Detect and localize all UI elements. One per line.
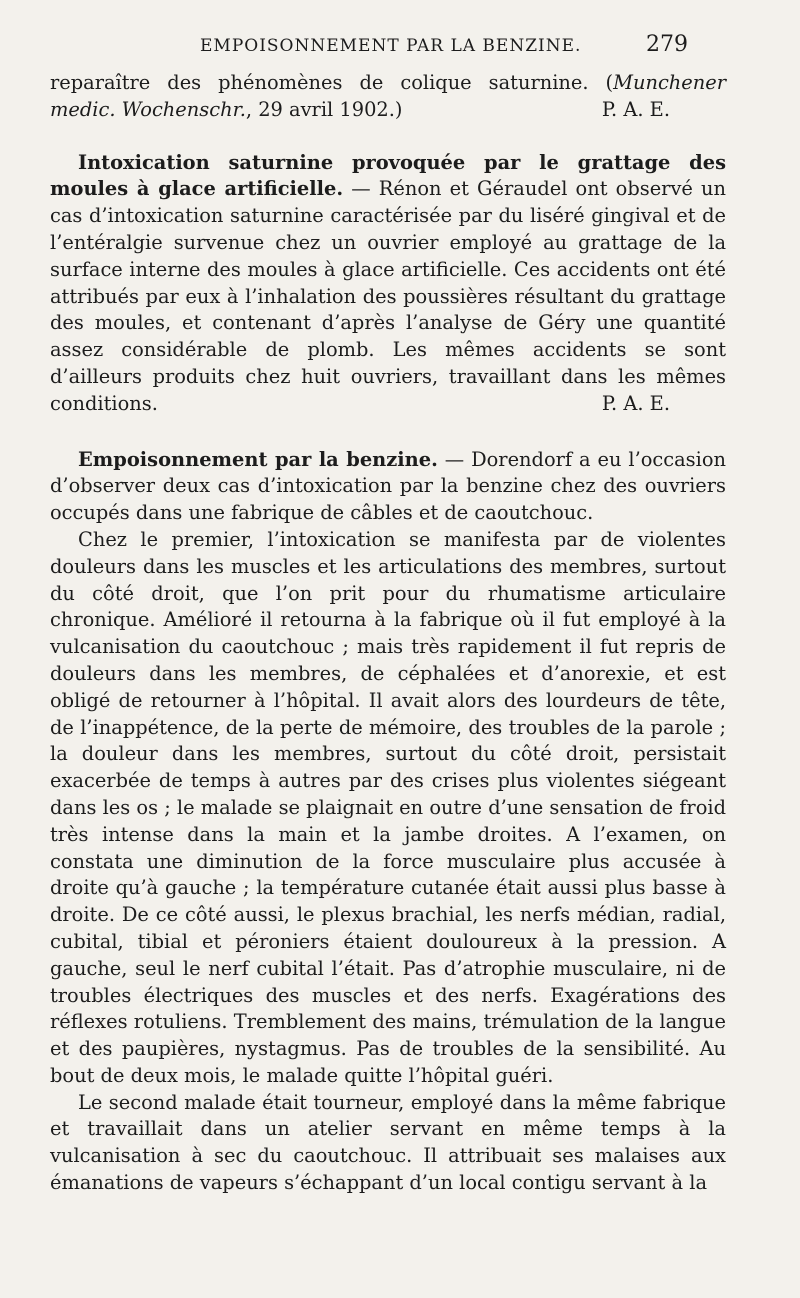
page-number: 279 [646,32,688,57]
paragraph-colique-end: reparaître des phénomènes de colique saturnine. (Munchener medic. Wochenschr., 29 avril 1902.) P. A. E. [50,70,726,124]
body-text [50,70,726,1197]
section-heading-moules: Intoxication saturnine provoquée par le grattage des moules à glace artificielle. [50,150,726,201]
paragraph-benzine-intro: Empoisonnement par la benzine. — Dorendorf a eu l’occasion d’observer deux cas d’intoxication par la benzine chez des ouvriers occupés dans une fabrique de câbles et de caoutchouc. [50,447,727,525]
running-title: EMPOISONNEMENT PAR LA BENZINE. [200,36,582,56]
signature: P. A. E. [601,97,670,121]
section-heading-benzine: Empoisonnement par la benzine. [78,447,438,471]
paragraph-second-case: Le second malade était tourneur, employé dans la même fabrique et travaillait dans un atelier servant en même temps à la vulcanisation à sec du caoutchouc. Il attribuait ses malaises aux émanations de vapeurs s’échappant d’un local contigu servant à la [50,1090,726,1195]
journal-citation: Munchener medic. Wochenschr. [50,71,726,121]
paragraph-moules: Intoxication saturnine provoquée par le grattage des moules à glace artificielle. — Rénon et Géraudel ont observé un cas d’intoxication saturnine caractérisée par du liséré gingival et de l’entéralgie survenue chez un ouvrier employé au grattage de la surface interne des moules à glace artificielle. Ces accidents ont été attribués par eux à l’inhalation des poussières résultant du grattage des moules, et contenant d’après l’analyse de Géry une quantité assez considérable de plomb. Les mêmes accidents se sont d’ailleurs produits chez huit ouvriers, travaillant dans les mêmes conditions. [50,150,726,415]
signature: P. A. E. [601,391,670,415]
paragraph-first-case: Chez le premier, l’intoxication se manifesta par de violentes douleurs dans les muscles et les articulations des membres, surtout du côté droit, que l’on prit pour du rhumatisme articulaire chronique. Amélioré il retourna à la fabrique où il fut employé à la vulcanisation du caoutchouc ; mais très rapidement il fut repris de douleurs dans les membres, de céphalées et d’anorexie, et est obligé de retourner à l’hôpital. Il avait alors des lourdeurs de tête, de l’inappétence, de la perte de mémoire, des troubles de la parole ; la douleur dans les membres, surtout du côté droit, persistait exacerbée de temps à autres par des crises plus violentes siégeant dans les os ; le malade se plaignait en outre d’une sensation de froid très intense dans la main et la jambe droites. A l’examen, on constata une diminution de la force musculaire plus accusée à droite qu’à gauche ; la température cutanée était aussi plus basse à droite. De ce côté aussi, le plexus brachial, les nerfs médian, radial, cubital, tibial et péroniers étaient douloureux à la pression. A gauche, seul le nerf cubital l’était. Pas d’atrophie musculaire, ni de troubles électriques des muscles et des nerfs. Exagérations des réflexes rotuliens. Tremblement des mains, trémulation de la langue et des paupières, nystagmus. Pas de troubles de la sensibilité. Au bout de deux mois, le malade quitte l’hôpital guéri. [50,527,726,1087]
running-header [0,32,800,64]
